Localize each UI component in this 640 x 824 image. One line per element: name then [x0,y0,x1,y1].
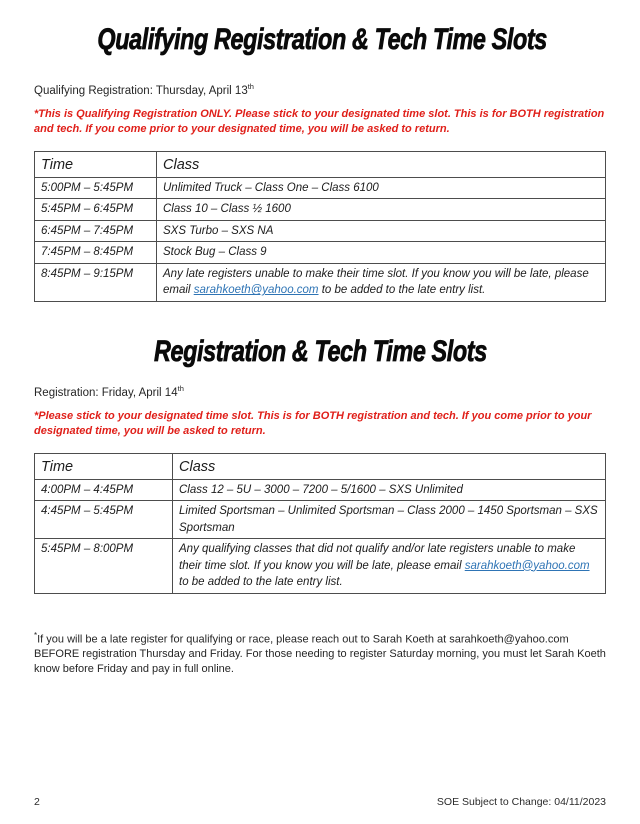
class-cell: Stock Bug – Class 9 [157,242,606,264]
time-cell: 5:00PM – 5:45PM [35,177,157,199]
class-cell [173,539,606,594]
class-cell: SXS Turbo – SXS NA [157,220,606,242]
table-row [35,242,606,264]
time-column-header: Time [35,151,157,177]
time-cell: 5:45PM – 8:00PM [35,539,173,594]
class-column-header: Class [173,453,606,479]
page-footer [34,796,606,808]
time-cell: 5:45PM – 6:45PM [35,199,157,221]
class-cell: Class 12 – 5U – 3000 – 7200 – 5/1600 – SXS Unlimited [173,479,606,501]
section2-subtitle-text: Registration: Friday, April 14 [34,386,178,399]
time-cell: 4:00PM – 4:45PM [35,479,173,501]
late-register-footnote [34,628,606,678]
class-cell: Limited Sportsman – Unlimited Sportsman – Class 2000 – 1450 Sportsman – SXS Sportsman [173,501,606,539]
section1-subtitle [34,80,606,98]
ordinal-suffix: th [247,82,254,91]
table-row [35,199,606,221]
class-cell-text: to be added to the late entry list. [179,576,343,589]
email-link[interactable]: sarahkoeth@yahoo.com [193,284,319,297]
ordinal-suffix: th [177,383,184,393]
table-row [35,263,606,301]
time-cell: 7:45PM – 8:45PM [35,242,157,264]
registration-slots-table [34,453,606,594]
class-cell-text: Any late registers unable to make their time slot. If you know you will be late, please email [163,267,589,297]
class-cell: Class 10 – Class ½ 1600 [157,199,606,221]
class-cell [157,263,606,301]
time-cell: 4:45PM – 5:45PM [35,501,173,539]
section2-subtitle [34,382,606,400]
time-cell: 6:45PM – 7:45PM [35,220,157,242]
class-cell-text: to be added to the late entry list. [318,284,486,297]
qualifying-slots-table [34,151,606,302]
section1-title [34,24,606,56]
table-header-row [35,151,606,177]
section2-title [34,336,606,368]
class-cell-text: Any qualifying classes that did not qualify and/or late registers unable to make their time slot. If you know you will be late, please email [179,543,576,572]
email-link[interactable]: sarahkoeth@yahoo.com [464,559,590,572]
footnote-text: If you will be a late register for qualifying or race, please reach out to Sarah Koeth at sarahkoeth@yahoo.com BEFORE registration Thursday and Friday. For those needing to register Saturday morning, you must let Sarah Koeth know before Friday and pay in full online. [34,633,606,676]
document-page [0,24,640,824]
table-row [35,501,606,539]
class-cell: Unlimited Truck – Class One – Class 6100 [157,177,606,199]
table-row [35,177,606,199]
section1-warning: *This is Qualifying Registration ONLY. Please stick to your designated time slot. This is for BOTH registration and tech. If you come prior to your designated time, you will be asked to return. [34,107,605,136]
footer-note: SOE Subject to Change: 04/11/2023 [436,796,606,808]
table-row [35,220,606,242]
table-row [35,479,606,501]
section1-title-text: Qualifying Registration & Tech Time Slots [97,23,547,56]
table-row [35,539,606,594]
section1-subtitle-text: Qualifying Registration: Thursday, April 13 [34,84,248,97]
section2-title-text: Registration & Tech Time Slots [153,334,487,368]
table-header-row [35,453,606,479]
footnote-asterisk: * [34,630,38,640]
time-column-header: Time [35,453,173,479]
time-cell: 8:45PM – 9:15PM [35,263,157,301]
section2-warning: *Please stick to your designated time slot. This is for BOTH registration and tech. If you come prior to your designated time, you will be asked to return. [34,409,592,438]
page-number: 2 [34,796,40,808]
class-column-header: Class [157,151,606,177]
